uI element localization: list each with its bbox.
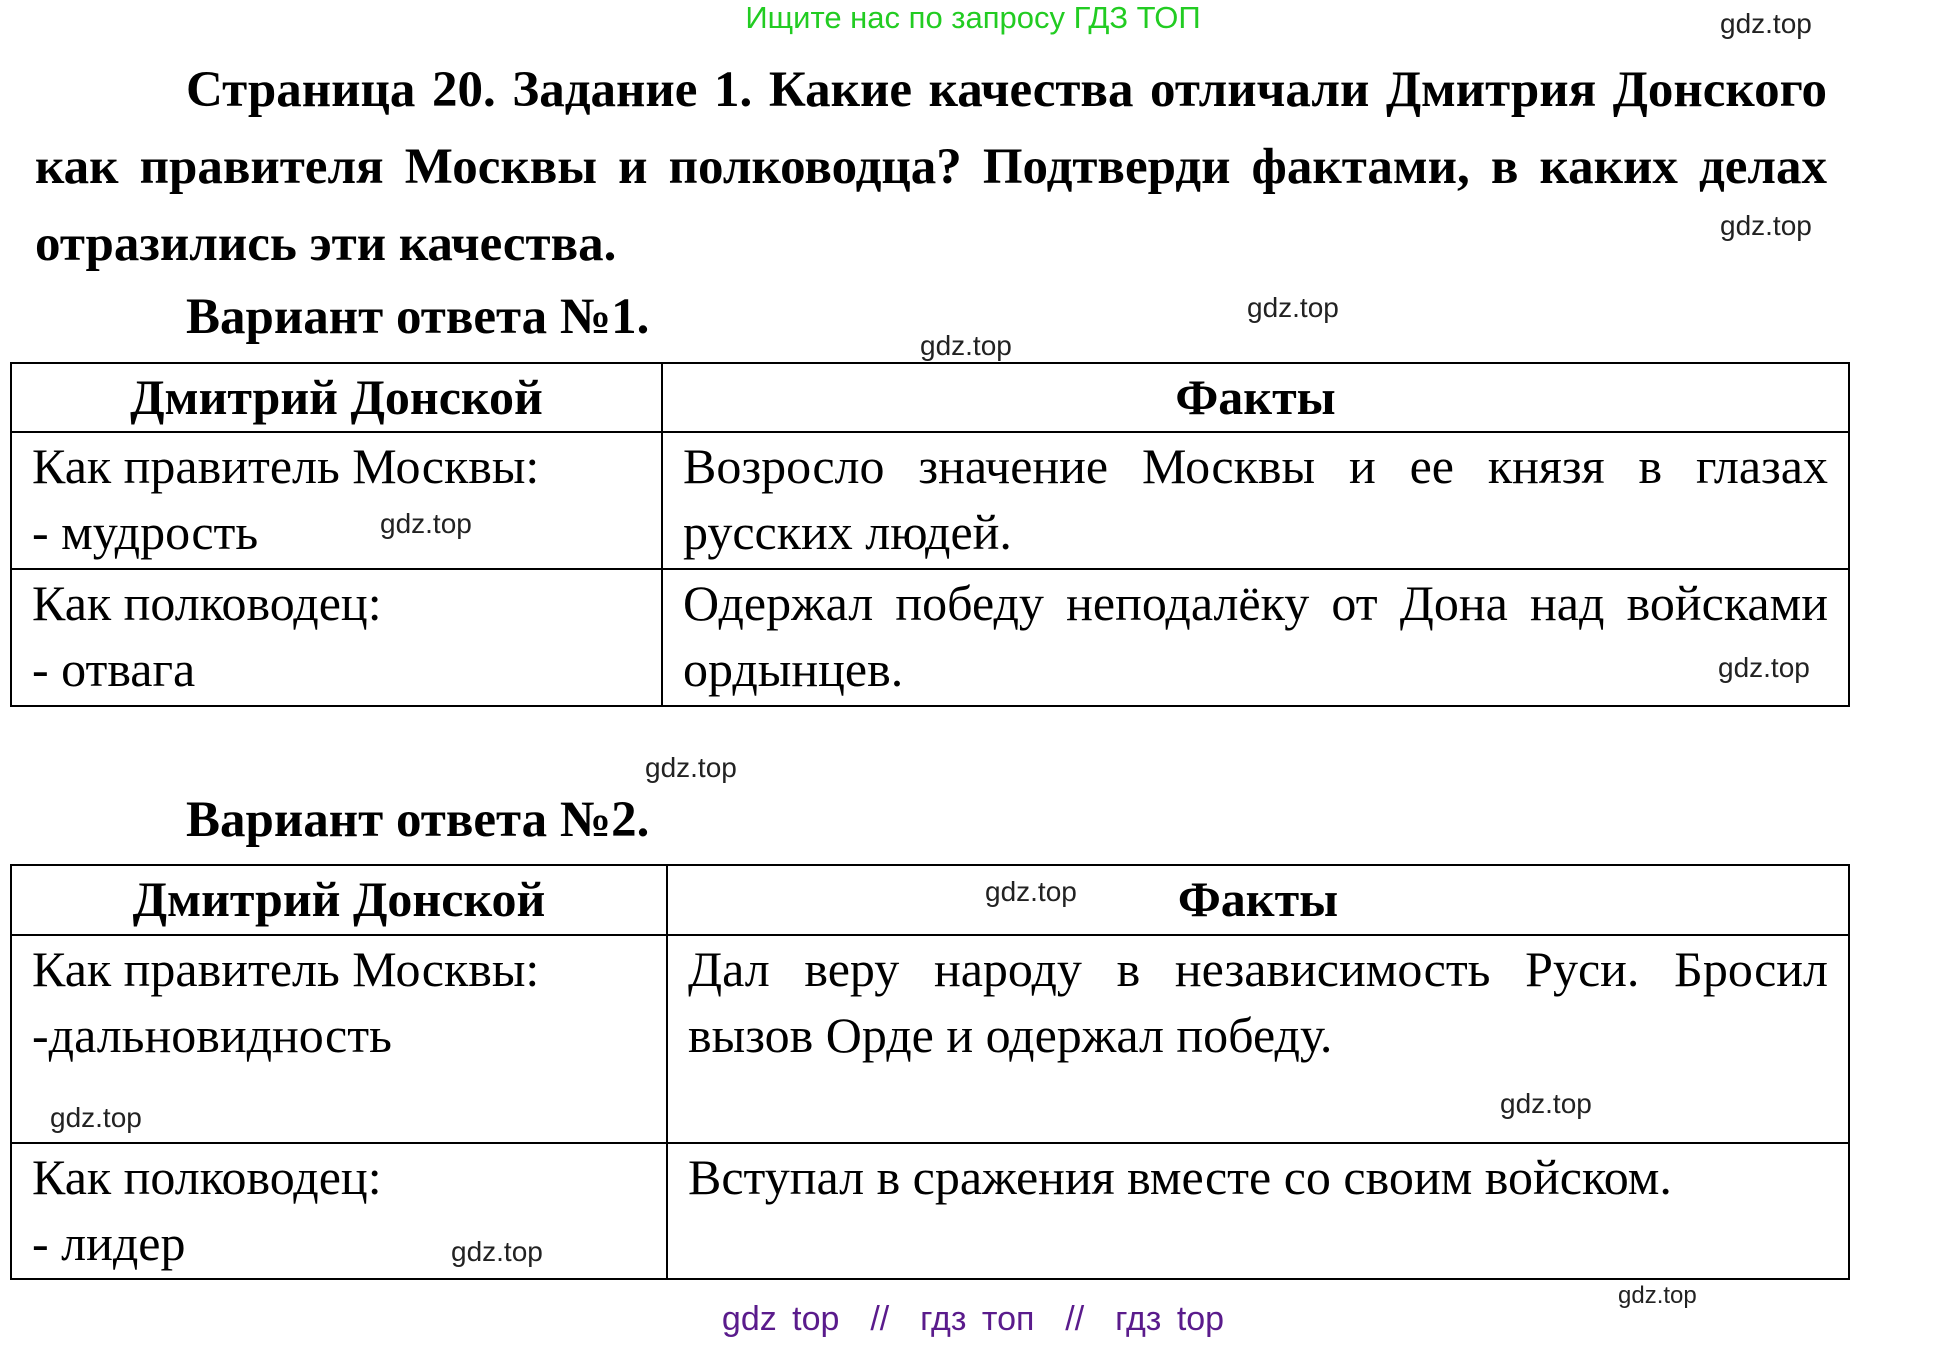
fact: Дал веру народу в независимость Руси. Бросил вызов Орде и одержал победу. (667, 935, 1849, 1143)
quality: -дальновидность (32, 1007, 392, 1063)
answer-table-1 (10, 362, 1850, 707)
quality: - лидер (32, 1215, 186, 1271)
quality-title: Как полководец: (32, 575, 382, 631)
column-header-facts: Факты (667, 865, 1849, 935)
watermark: gdz.top (1247, 292, 1339, 323)
watermark: gdz.top (1720, 210, 1812, 241)
column-header-dmitry: Дмитрий Донской (11, 363, 662, 432)
watermark: gdz.top (451, 1236, 543, 1267)
column-header-facts: Факты (662, 363, 1849, 432)
table-row (11, 432, 1849, 569)
quality-title: Как полководец: (32, 1149, 382, 1205)
watermark: gdz.top (985, 876, 1077, 907)
fact: Возросло значение Москвы и ее князя в глазах русских людей. (662, 432, 1849, 569)
watermark: gdz.top (1720, 8, 1812, 39)
watermark: gdz.top (1718, 652, 1810, 683)
fact: Вступал в сражения вместе со своим войском. (667, 1143, 1849, 1279)
footer-links: gdz top // гдз топ // гдз top (721, 1300, 1225, 1338)
variant-2-heading: Вариант ответа №2. (186, 792, 650, 848)
task-title (35, 52, 1827, 283)
watermark: gdz.top (645, 752, 737, 783)
quality: - отвага (32, 641, 196, 697)
quality: - мудрость (32, 504, 259, 560)
variant-1-heading: Вариант ответа №1. (186, 289, 650, 345)
watermark: gdz.top (1500, 1088, 1592, 1119)
watermark: gdz.top (1618, 1282, 1697, 1309)
task-title-text: Страница 20. Задание 1. Какие качества отличали Дмитрия Донского как правителя Москвы и полководца? Подтверди фактами, в каких делах отразились эти качества. (35, 62, 1827, 272)
column-header-dmitry: Дмитрий Донской (11, 865, 667, 935)
watermark: gdz.top (380, 508, 472, 539)
watermark: gdz.top (920, 330, 1012, 361)
quality-title: Как правитель Москвы: (32, 438, 540, 494)
table-row (11, 1143, 1849, 1279)
fact: Одержал победу неподалёку от Дона над войсками ордынцев. (662, 569, 1849, 706)
table-row (11, 569, 1849, 706)
quality-title: Как правитель Москвы: (32, 941, 540, 997)
answer-table-2 (10, 864, 1850, 1280)
watermark: gdz.top (50, 1102, 142, 1133)
search-banner: Ищите нас по запросу ГДЗ ТОП (745, 0, 1201, 35)
